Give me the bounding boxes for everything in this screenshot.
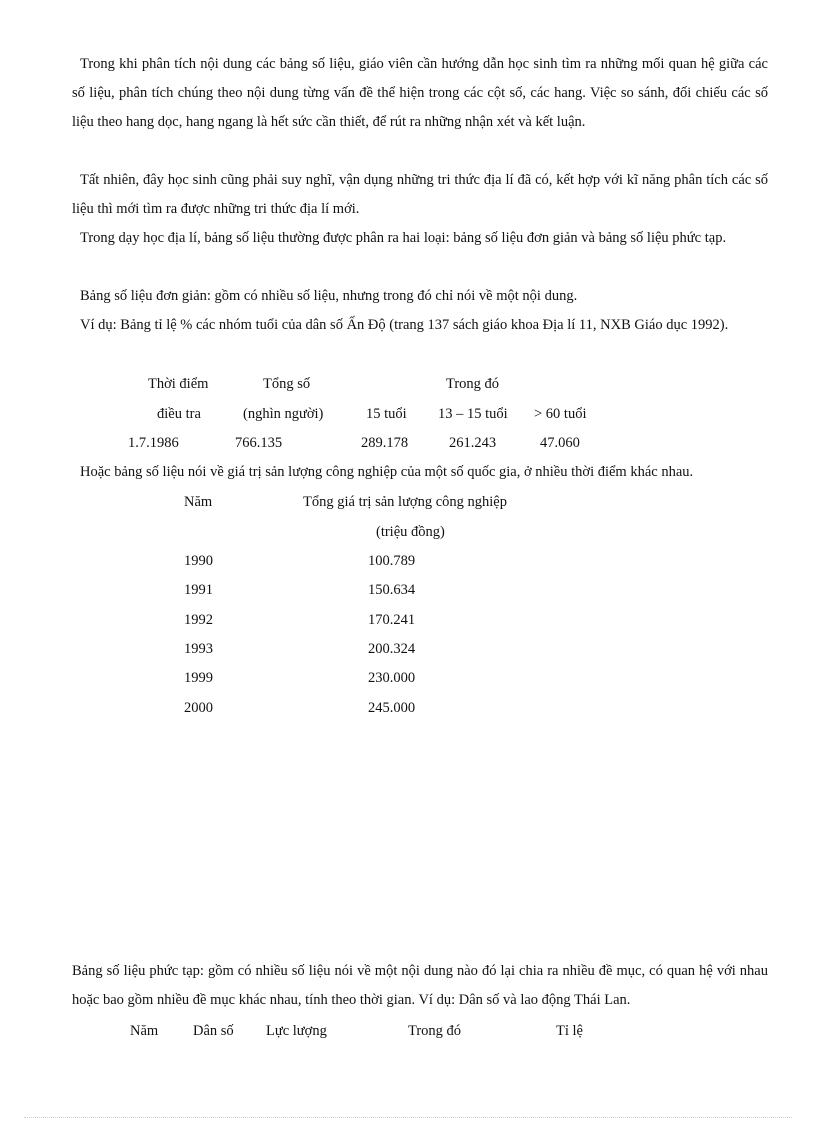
cell-date: 1.7.1986 xyxy=(128,435,179,451)
cell-age-15: 289.178 xyxy=(361,435,409,451)
header-year: Năm xyxy=(184,494,213,510)
paragraph-india-example: Ví dụ: Bảng tỉ lệ % các nhóm tuổi của dân số Ấn Độ (trang 137 sách giáo khoa Địa lí 11, NXB Giáo dục 1992). xyxy=(80,317,729,333)
row-year: 1990 xyxy=(184,553,213,569)
header-age-13-15: 13 – 15 tuổi xyxy=(438,406,508,422)
row-year: 1999 xyxy=(184,670,213,686)
row-value: 150.634 xyxy=(368,582,416,598)
row-value: 170.241 xyxy=(368,612,416,628)
cell-age-13-15: 261.243 xyxy=(449,435,497,451)
header-total-line1: Tổng số xyxy=(263,376,311,392)
paragraph-student-thinking: Tất nhiên, đây học sinh cũng phải suy nghĩ, vận dụng những tri thức địa lí đã có, kết hợp với kĩ năng phân tích các số liệu thì mới tìm ra được những tri thức địa lí mới. xyxy=(72,172,768,217)
header-total-line2: (nghìn người) xyxy=(243,406,324,422)
row-value: 200.324 xyxy=(368,641,416,657)
paragraph-analysis-guidance: Trong khi phân tích nội dung các bảng số liệu, giáo viên cần hướng dẫn học sinh tìm ra những mối quan hệ giữa các số liệu, phân tích chúng theo nội dung từng vấn đề thể hiện trong các cột số, các hang. Việc so sánh, đối chiếu các số liệu theo hang dọc, hang ngang là hết sức cần thiết, để rút ra những nhận xét và kết luận. xyxy=(72,56,768,130)
header-labor: Lực lượng xyxy=(266,1023,327,1039)
header-group: Trong đó xyxy=(408,1023,462,1039)
header-value-line2: (triệu đồng) xyxy=(376,524,445,540)
row-value: 245.000 xyxy=(368,700,416,716)
paragraph-simple-table-definition: Bảng số liệu đơn giản: gồm có nhiều số liệu, nhưng trong đó chỉ nói về một nội dung. xyxy=(80,288,578,304)
paragraph-table-types: Trong dạy học địa lí, bảng số liệu thường được phân ra hai loại: bảng số liệu đơn giản và bảng số liệu phức tạp. xyxy=(80,230,727,246)
page-bottom-divider xyxy=(24,1117,792,1118)
header-time-line2: điều tra xyxy=(157,406,201,422)
row-year: 1993 xyxy=(184,641,213,657)
row-year: 1991 xyxy=(184,582,213,598)
header-year: Năm xyxy=(130,1023,159,1039)
cell-total: 766.135 xyxy=(235,435,283,451)
header-ratio: Tỉ lệ xyxy=(556,1023,583,1039)
header-age-60: > 60 tuổi xyxy=(534,406,587,422)
cell-age-60: 47.060 xyxy=(540,435,580,451)
header-population: Dân số xyxy=(193,1023,234,1039)
header-time-line1: Thời điểm xyxy=(148,376,209,392)
row-year: 2000 xyxy=(184,700,213,716)
header-age-15: 15 tuổi xyxy=(366,406,407,422)
row-value: 100.789 xyxy=(368,553,416,569)
paragraph-industry-example: Hoặc bảng số liệu nói về giá trị sản lượng công nghiệp của một số quốc gia, ở nhiều thời điểm khác nhau. xyxy=(80,464,694,480)
paragraph-complex-table-definition: Bảng số liệu phức tạp: gồm có nhiều số liệu nói về một nội dung nào đó lại chia ra nhiều đề mục, có quan hệ với nhau hoặc bao gồm nhiều đề mục khác nhau, tính theo thời gian. Ví dụ: Dân số và lao động Thái Lan. xyxy=(72,963,768,1008)
header-group: Trong đó xyxy=(446,376,500,392)
header-value-line1: Tổng giá trị sản lượng công nghiệp xyxy=(303,494,507,510)
row-value: 230.000 xyxy=(368,670,416,686)
row-year: 1992 xyxy=(184,612,213,628)
